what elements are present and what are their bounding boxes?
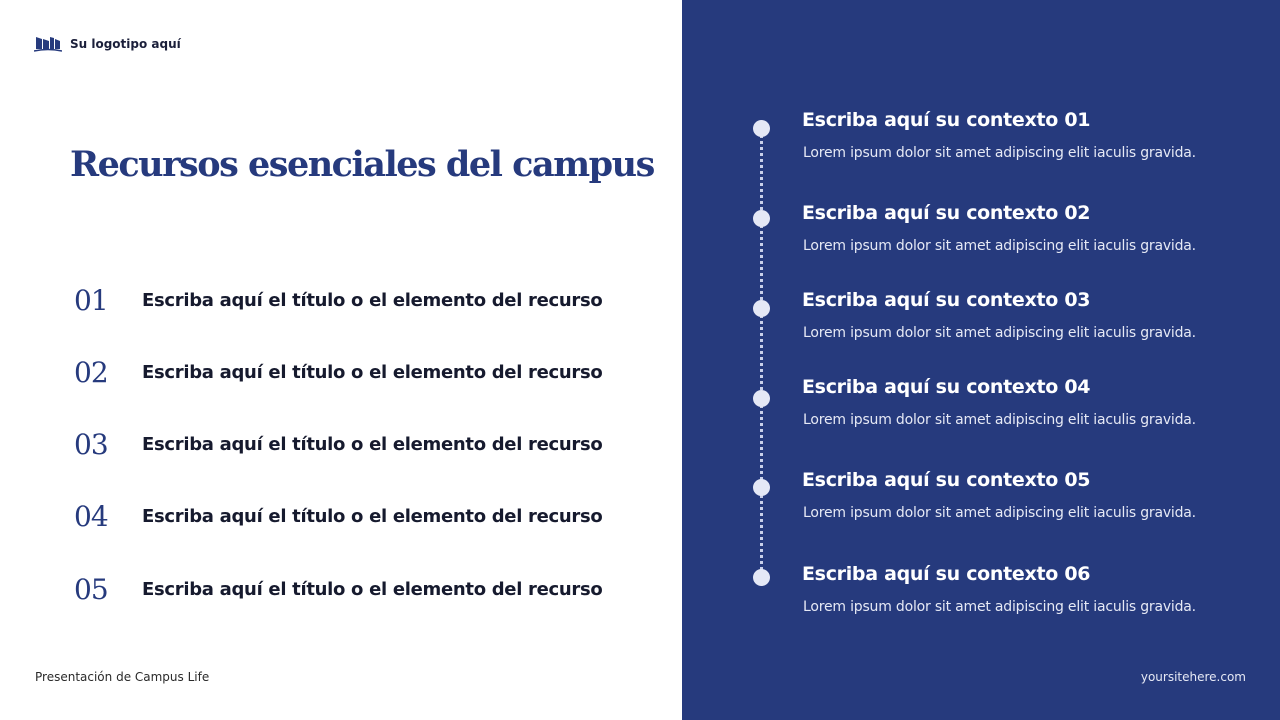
timeline-title: Escriba aquí su contexto 01 xyxy=(802,109,1091,131)
building-columns-icon xyxy=(34,35,62,53)
list-item xyxy=(74,565,664,613)
timeline-title: Escriba aquí su contexto 02 xyxy=(802,202,1091,224)
logo xyxy=(34,34,181,54)
resource-title: Escriba aquí el título o el elemento del recurso xyxy=(142,433,603,455)
footer-presentation-name: Presentación de Campus Life xyxy=(35,670,210,684)
page-title: Recursos esenciales del campus xyxy=(70,144,654,185)
footer-website-link[interactable]: yoursitehere.com xyxy=(1140,670,1246,684)
resource-title: Escriba aquí el título o el elemento del recurso xyxy=(142,505,603,527)
list-item xyxy=(74,276,664,324)
timeline-dot xyxy=(753,300,770,317)
timeline-dot xyxy=(753,390,770,407)
resource-number: 05 xyxy=(74,572,108,606)
resource-title: Escriba aquí el título o el elemento del recurso xyxy=(142,361,603,383)
timeline-description: Lorem ipsum dolor sit amet adipiscing elit iaculis gravida. xyxy=(803,412,1196,428)
timeline-title: Escriba aquí su contexto 05 xyxy=(802,469,1091,491)
timeline-dot xyxy=(753,479,770,496)
list-item xyxy=(74,348,664,396)
timeline-line xyxy=(760,128,763,578)
timeline-description: Lorem ipsum dolor sit amet adipiscing elit iaculis gravida. xyxy=(803,505,1196,521)
resource-number: 04 xyxy=(74,499,108,533)
resource-title: Escriba aquí el título o el elemento del recurso xyxy=(142,289,603,311)
timeline-dot xyxy=(753,569,770,586)
timeline-description: Lorem ipsum dolor sit amet adipiscing elit iaculis gravida. xyxy=(803,238,1196,254)
timeline-description: Lorem ipsum dolor sit amet adipiscing elit iaculis gravida. xyxy=(803,145,1196,161)
resource-number: 02 xyxy=(74,355,108,389)
timeline-dot xyxy=(753,120,770,137)
resource-number: 01 xyxy=(74,283,108,317)
timeline-title: Escriba aquí su contexto 06 xyxy=(802,563,1091,585)
resource-number: 03 xyxy=(74,427,108,461)
timeline-dot xyxy=(753,210,770,227)
list-item xyxy=(74,492,664,540)
timeline-description: Lorem ipsum dolor sit amet adipiscing elit iaculis gravida. xyxy=(803,599,1196,615)
list-item xyxy=(74,420,664,468)
timeline-title: Escriba aquí su contexto 03 xyxy=(802,289,1091,311)
logo-text: Su logotipo aquí xyxy=(70,37,181,51)
timeline-title: Escriba aquí su contexto 04 xyxy=(802,376,1091,398)
timeline-description: Lorem ipsum dolor sit amet adipiscing elit iaculis gravida. xyxy=(803,325,1196,341)
resource-title: Escriba aquí el título o el elemento del recurso xyxy=(142,578,603,600)
